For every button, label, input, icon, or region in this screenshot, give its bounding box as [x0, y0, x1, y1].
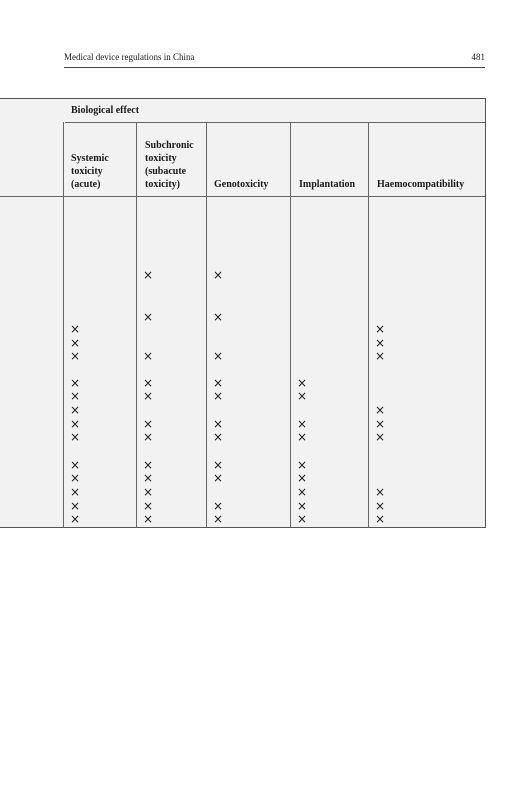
cross-mark: ×: [212, 499, 224, 513]
column-header-subchronic: [145, 139, 194, 191]
cross-mark: ×: [374, 336, 386, 350]
cross-mark: ×: [142, 349, 154, 363]
cross-mark: ×: [374, 485, 386, 499]
cross-mark: ×: [69, 458, 81, 472]
column-header-genotoxicity: [214, 178, 268, 191]
header-bottom-rule: [0, 196, 485, 197]
cross-mark: ×: [69, 336, 81, 350]
cross-mark: ×: [69, 417, 81, 431]
cross-mark: ×: [296, 430, 308, 444]
biological-effect-table: [0, 98, 486, 528]
column-header-line: Implantation: [299, 179, 356, 190]
cross-mark: ×: [212, 512, 224, 526]
cross-mark: ×: [142, 430, 154, 444]
cross-mark: ×: [374, 403, 386, 417]
cross-mark: ×: [212, 389, 224, 403]
cross-mark: ×: [212, 471, 224, 485]
cross-mark: ×: [212, 376, 224, 390]
cross-mark: ×: [142, 310, 154, 324]
column-divider: [206, 122, 207, 527]
cross-mark: ×: [296, 499, 308, 513]
cross-mark: ×: [142, 499, 154, 513]
page-number: 481: [471, 52, 485, 62]
column-divider: [368, 122, 369, 527]
cross-mark: ×: [374, 349, 386, 363]
cross-mark: ×: [296, 417, 308, 431]
running-head-title: Medical device regulations in China: [64, 52, 195, 62]
cross-mark: ×: [142, 268, 154, 282]
cross-mark: ×: [69, 349, 81, 363]
column-divider: [290, 122, 291, 527]
cross-mark: ×: [374, 499, 386, 513]
column-header-line: Subchronic: [145, 140, 194, 151]
cross-mark: ×: [69, 512, 81, 526]
cross-mark: ×: [212, 458, 224, 472]
cross-mark: ×: [69, 389, 81, 403]
column-header-line: toxicity: [71, 166, 103, 177]
column-header-systemic: [71, 152, 109, 191]
cross-mark: ×: [212, 417, 224, 431]
cross-mark: ×: [142, 376, 154, 390]
column-divider: [63, 122, 64, 527]
column-header-line: Haemocompatibility: [377, 179, 465, 190]
cross-mark: ×: [212, 310, 224, 324]
cross-mark: ×: [374, 417, 386, 431]
cross-mark: ×: [69, 403, 81, 417]
cross-mark: ×: [212, 430, 224, 444]
cross-mark: ×: [296, 376, 308, 390]
cross-mark: ×: [374, 512, 386, 526]
column-header-line: Systemic: [71, 153, 109, 164]
cross-mark: ×: [296, 512, 308, 526]
group-title-rule: [65, 122, 485, 123]
cross-mark: ×: [69, 471, 81, 485]
column-header-line: toxicity: [145, 153, 177, 164]
cross-mark: ×: [142, 512, 154, 526]
cross-mark: ×: [212, 268, 224, 282]
column-header-implantation: [299, 178, 355, 191]
cross-mark: ×: [296, 471, 308, 485]
cross-mark: ×: [142, 458, 154, 472]
column-header-line: (acute): [71, 179, 101, 190]
cross-mark: ×: [142, 389, 154, 403]
header-rule: [64, 67, 485, 68]
column-header-line: Genotoxicity: [214, 179, 269, 190]
cross-mark: ×: [212, 349, 224, 363]
cross-mark: ×: [142, 417, 154, 431]
cross-mark: ×: [296, 485, 308, 499]
cross-mark: ×: [69, 376, 81, 390]
running-head: [64, 52, 485, 66]
column-divider: [136, 122, 137, 527]
cross-mark: ×: [69, 485, 81, 499]
group-title: Biological effect: [71, 105, 140, 116]
column-header-haemo: [377, 178, 464, 191]
cross-mark: ×: [374, 322, 386, 336]
cross-mark: ×: [296, 458, 308, 472]
cross-mark: ×: [296, 389, 308, 403]
column-header-line: (subacute: [145, 166, 187, 177]
cross-mark: ×: [142, 471, 154, 485]
cross-mark: ×: [374, 430, 386, 444]
column-header-line: toxicity): [145, 179, 180, 190]
cross-mark: ×: [69, 499, 81, 513]
cross-mark: ×: [142, 485, 154, 499]
cross-mark: ×: [69, 322, 81, 336]
cross-mark: ×: [69, 430, 81, 444]
